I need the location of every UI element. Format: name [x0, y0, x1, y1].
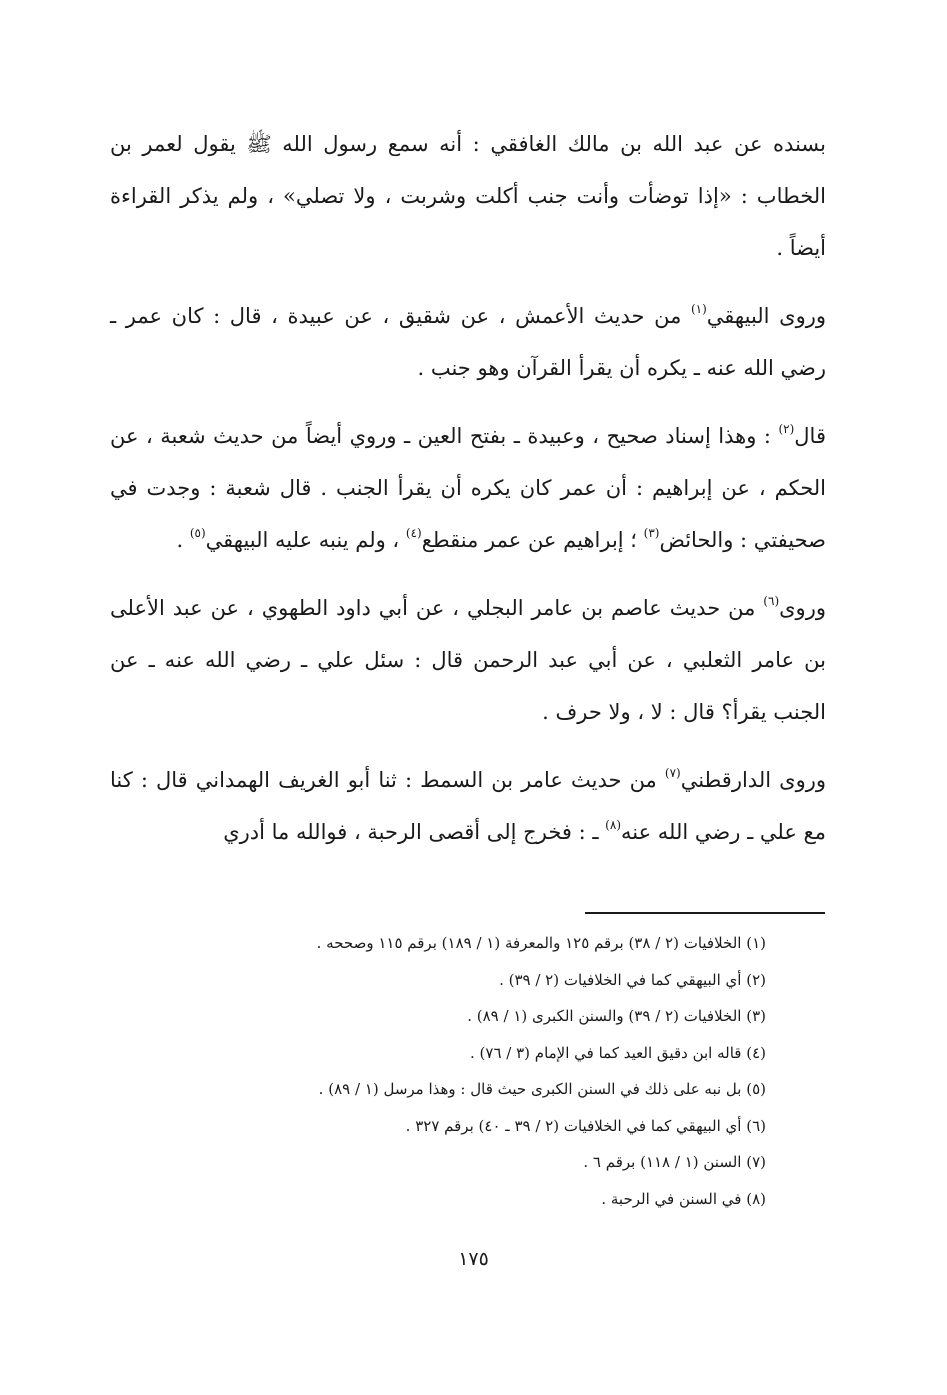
- paragraph-1-text: بسنده عن عبد الله بن مالك الغافقي : أنه سمع رسول الله ﷺ يقول لعمر بن الخطاب : «إذا توضأت وأنت جنب أكلت وشربت ، ولا تصلي» ، ولم يذكر القراءة أيضاً .: [110, 132, 826, 260]
- footnote-marker-6: (٦): [763, 594, 780, 608]
- footnote-1: (١) الخلافيات (٢ / ٣٨) برقم ١٢٥ والمعرفة (١ / ١٨٩) برقم ١١٥ وصححه .: [316, 934, 766, 952]
- paragraph-4: [110, 582, 826, 738]
- paragraph-5-text-b: من حديث عامر بن السمط : ثنا أبو الغريف الهمداني قال : كنا مع علي ـ رضي الله عنه: [110, 768, 826, 844]
- paragraph-4-text-b: من حديث عاصم بن عامر البجلي ، عن أبي داود الطهوي ، عن عبد الأعلى بن عامر الثعلبي ، عن أبي عبد الرحمن قال : سئل علي ـ رضي الله عنه ـ عن الجنب يقرأ؟ قال : لا ، ولا حرف .: [110, 596, 826, 724]
- footnote-6: (٦) أي البيهقي كما في الخلافيات (٢ / ٣٩ ـ ٤٠) برقم ٣٢٧ .: [405, 1116, 766, 1135]
- footnote-marker-4: (٤): [405, 526, 422, 540]
- paragraph-5-text-a: وروى الدارقطني: [680, 768, 826, 792]
- footnote-4: (٤) قاله ابن دقيق العيد كما في الإمام (٣ / ٧٦) .: [470, 1043, 766, 1062]
- paragraph-3-text-b: : وهذا إسناد صحيح ، وعبيدة ـ بفتح العين ـ وروي أيضاً من حديث شعبة ، عن الحكم ، عن إبراهيم : أن عمر كان يكره أن يقرأ الجنب . قال شعبة : وجدت في صحيفتي : والحائض: [110, 424, 826, 552]
- footnote-7: (٧) السنن (١ / ١١٨) برقم ٦ .: [583, 1153, 766, 1171]
- footnote-marker-3: (٣): [643, 526, 660, 540]
- footnote-marker-2: (٢): [778, 422, 795, 436]
- footnote-marker-1: (١): [690, 302, 707, 316]
- main-text-body: [110, 118, 826, 874]
- footnote-marker-8: (٨): [605, 818, 621, 832]
- paragraph-2-text-a: وروى البيهقي: [706, 304, 826, 328]
- paragraph-5-text-c: ـ : فخرج إلى أقصى الرحبة ، فوالله ما أدري: [223, 820, 606, 844]
- footnote-marker-5: (٥): [189, 526, 206, 540]
- paragraph-3-text-e: .: [176, 528, 190, 552]
- paragraph-3-text-a: قال: [794, 424, 826, 448]
- footnote-separator: [585, 912, 825, 914]
- footnote-marker-7: (٧): [664, 766, 681, 780]
- footnote-5: (٥) بل نبه على ذلك في السنن الكبرى حيث قال : وهذا مرسل (١ / ٨٩) .: [318, 1080, 766, 1098]
- footnotes-section: [140, 925, 766, 1217]
- paragraph-3: [110, 410, 826, 566]
- footnote-2: (٢) أي البيهقي كما في الخلافيات (٢ / ٣٩) .: [499, 970, 766, 989]
- paragraph-3-text-c: ؛ إبراهيم عن عمر منقطع: [421, 528, 644, 552]
- footnote-3: (٣) الخلافيات (٢ / ٣٩) والسنن الكبرى (١ / ٨٩) .: [467, 1007, 766, 1025]
- paragraph-4-text-a: وروى: [779, 596, 826, 620]
- paragraph-2-text-b: من حديث الأعمش ، عن شقيق ، عن عبيدة ، قال : كان عمر ـ رضي الله عنه ـ يكره أن يقرأ القرآن وهو جنب .: [110, 304, 826, 380]
- paragraph-3-text-d: ، ولم ينبه عليه البيهقي: [205, 528, 406, 552]
- page-number: ١٧٥: [458, 1248, 489, 1270]
- paragraph-1: [110, 118, 826, 274]
- paragraph-5: [110, 754, 826, 858]
- footnote-8: (٨) في السنن في الرحبة .: [601, 1189, 766, 1208]
- paragraph-2: [110, 290, 826, 394]
